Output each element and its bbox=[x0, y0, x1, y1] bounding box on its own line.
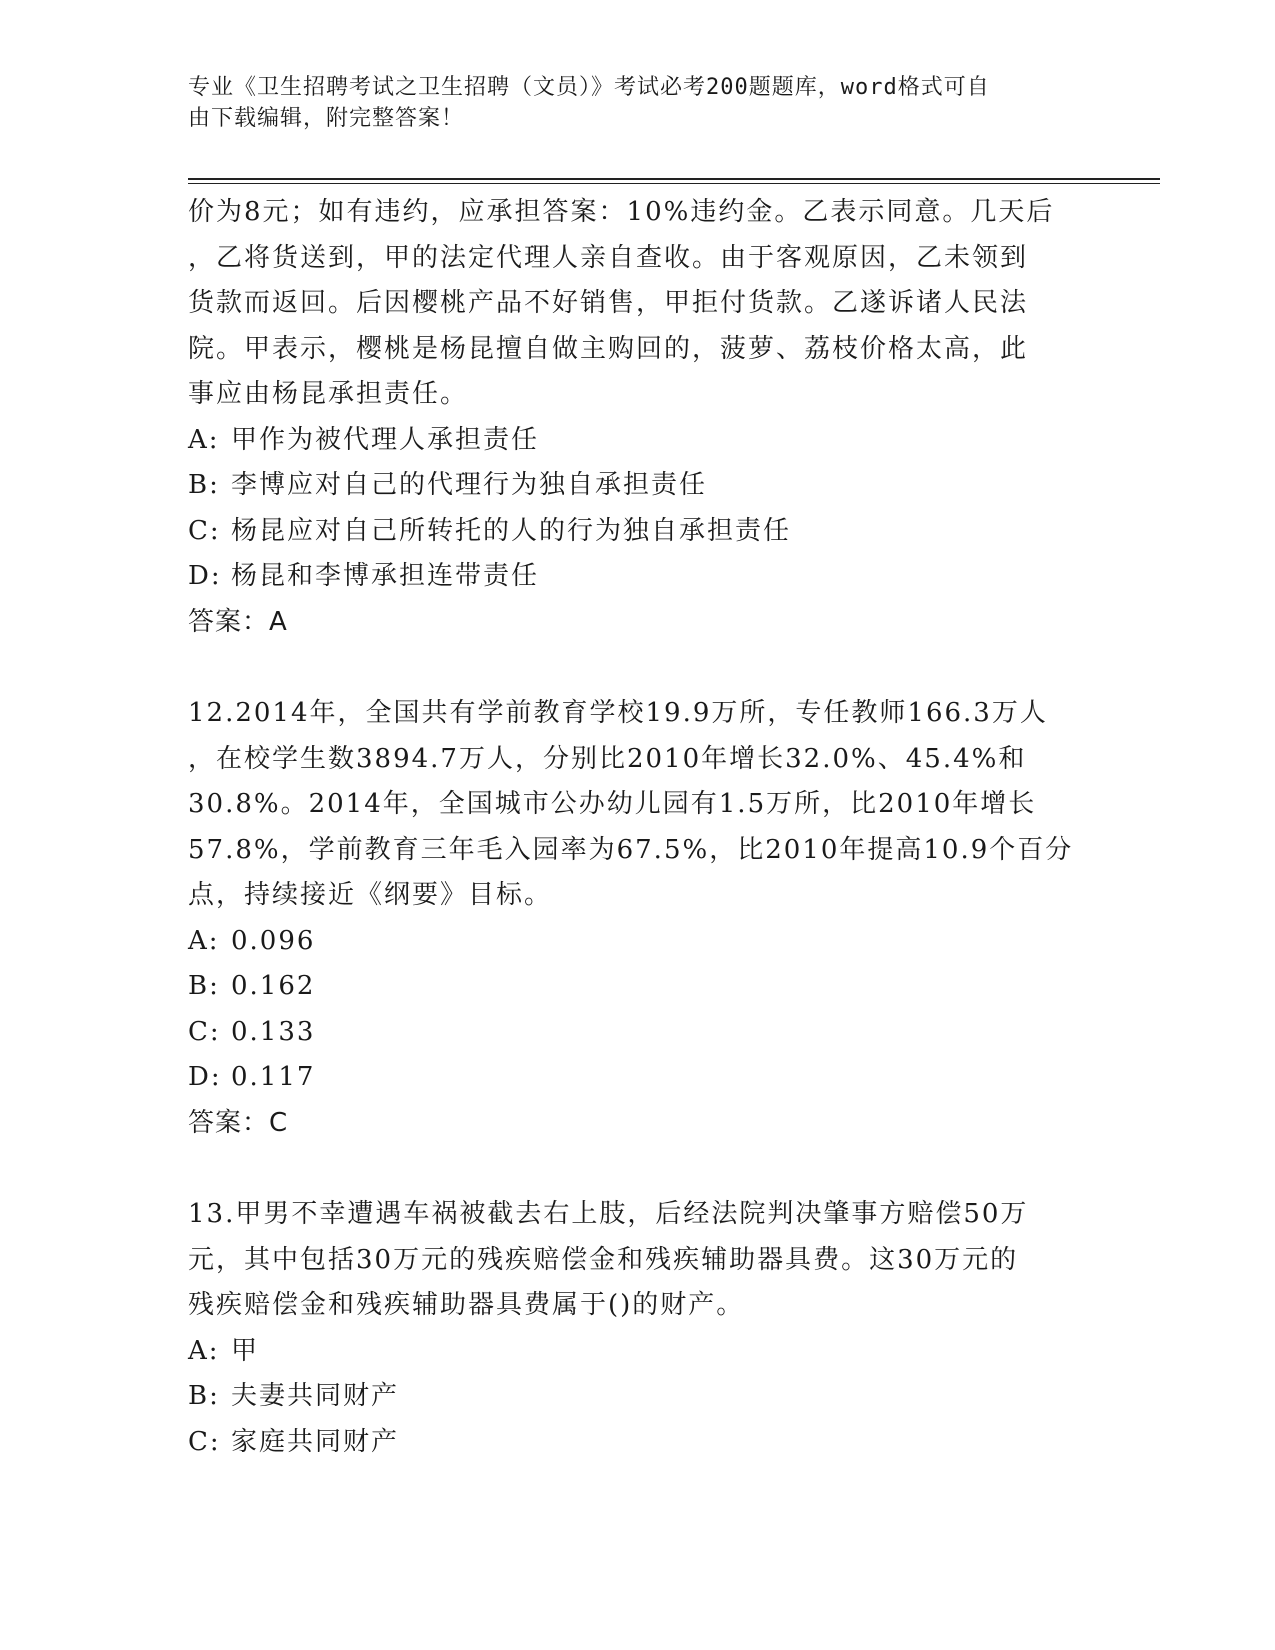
option-key: A: bbox=[188, 925, 220, 956]
question-text-line: 元，其中包括30万元的残疾赔偿金和残疾辅助器具费。这30万元的 bbox=[188, 1244, 1019, 1275]
question-text-line: 残疾赔偿金和残疾辅助器具费属于()的财产。 bbox=[188, 1290, 745, 1320]
option-a bbox=[188, 1329, 1088, 1375]
option-a bbox=[188, 919, 1088, 965]
question-12 bbox=[188, 691, 1088, 1146]
option-c bbox=[188, 1420, 1088, 1466]
question-text-line: 事应由杨昆承担责任。 bbox=[188, 379, 469, 409]
answer: 答案：A bbox=[188, 606, 288, 637]
header-line-2: 由下载编辑，附完整答案！ bbox=[188, 106, 465, 131]
question-13 bbox=[188, 1192, 1088, 1465]
option-d bbox=[188, 554, 1088, 600]
question-text-line: 57.8%，学前教育三年毛入园率为67.5%，比2010年提高10.9个百分 bbox=[188, 834, 1074, 865]
question-text-line: 13.甲男不幸遭遇车祸被截去右上肢，后经法院判决肇事方赔偿50万 bbox=[188, 1199, 1029, 1229]
option-key: C: bbox=[188, 515, 221, 546]
question-11 bbox=[188, 190, 1088, 645]
option-key: B: bbox=[188, 470, 220, 500]
option-text: 0.096 bbox=[231, 925, 316, 956]
option-text: 李博应对自己的代理行为独自承担责任 bbox=[231, 470, 708, 500]
option-key: D: bbox=[188, 1062, 222, 1092]
option-text: 0.162 bbox=[231, 971, 316, 1001]
option-key: C: bbox=[188, 1016, 221, 1047]
question-text-line: 货款而返回。后因樱桃产品不好销售，甲拒付货款。乙遂诉诸人民法 bbox=[188, 288, 1029, 318]
option-key: B: bbox=[188, 1381, 220, 1411]
question-text-line: 院。甲表示，樱桃是杨昆擅自做主购回的，菠萝、荔枝价格太高，此 bbox=[188, 333, 1029, 364]
question-text-line: ，乙将货送到，甲的法定代理人亲自查收。由于客观原因，乙未领到 bbox=[188, 242, 1029, 273]
option-text: 杨昆和李博承担连带责任 bbox=[231, 561, 540, 591]
option-text: 杨昆应对自己所转托的人的行为独自承担责任 bbox=[231, 515, 792, 546]
header-divider bbox=[188, 178, 1160, 180]
option-key: A: bbox=[188, 424, 220, 455]
option-key: A: bbox=[188, 1335, 220, 1366]
option-c bbox=[188, 509, 1088, 555]
option-text: 家庭共同财产 bbox=[231, 1426, 400, 1457]
option-b bbox=[188, 463, 1088, 509]
option-key: D: bbox=[188, 561, 222, 591]
document-body bbox=[188, 190, 1088, 1465]
option-key: C: bbox=[188, 1426, 221, 1457]
option-text: 甲 bbox=[231, 1335, 260, 1366]
header-line-1: 专业《卫生招聘考试之卫生招聘（文员）》考试必考200题题库，word格式可自 bbox=[188, 75, 990, 100]
option-d bbox=[188, 1055, 1088, 1101]
option-b bbox=[188, 1374, 1088, 1420]
option-text: 夫妻共同财产 bbox=[231, 1381, 400, 1411]
question-text-line: 30.8%。2014年，全国城市公办幼儿园有1.5万所，比2010年增长 bbox=[188, 789, 1037, 819]
spacer bbox=[188, 1146, 1088, 1192]
option-a bbox=[188, 418, 1088, 464]
header-divider-thin bbox=[188, 183, 1160, 184]
option-key: B: bbox=[188, 971, 220, 1001]
question-text-line: 点，持续接近《纲要》目标。 bbox=[188, 880, 553, 910]
option-text: 甲作为被代理人承担责任 bbox=[231, 424, 540, 455]
option-text: 0.117 bbox=[231, 1062, 316, 1092]
document-header bbox=[188, 72, 1068, 134]
question-text-line: 价为8元；如有违约，应承担答案：10%违约金。乙表示同意。几天后 bbox=[188, 197, 1055, 227]
option-b bbox=[188, 964, 1088, 1010]
option-c bbox=[188, 1010, 1088, 1056]
question-text-line: ，在校学生数3894.7万人，分别比2010年增长32.0%、45.4%和 bbox=[188, 743, 1027, 774]
answer: 答案：C bbox=[188, 1107, 289, 1138]
spacer bbox=[188, 645, 1088, 691]
option-text: 0.133 bbox=[231, 1016, 316, 1047]
question-text-line: 12.2014年，全国共有学前教育学校19.9万所，专任教师166.3万人 bbox=[188, 698, 1048, 728]
